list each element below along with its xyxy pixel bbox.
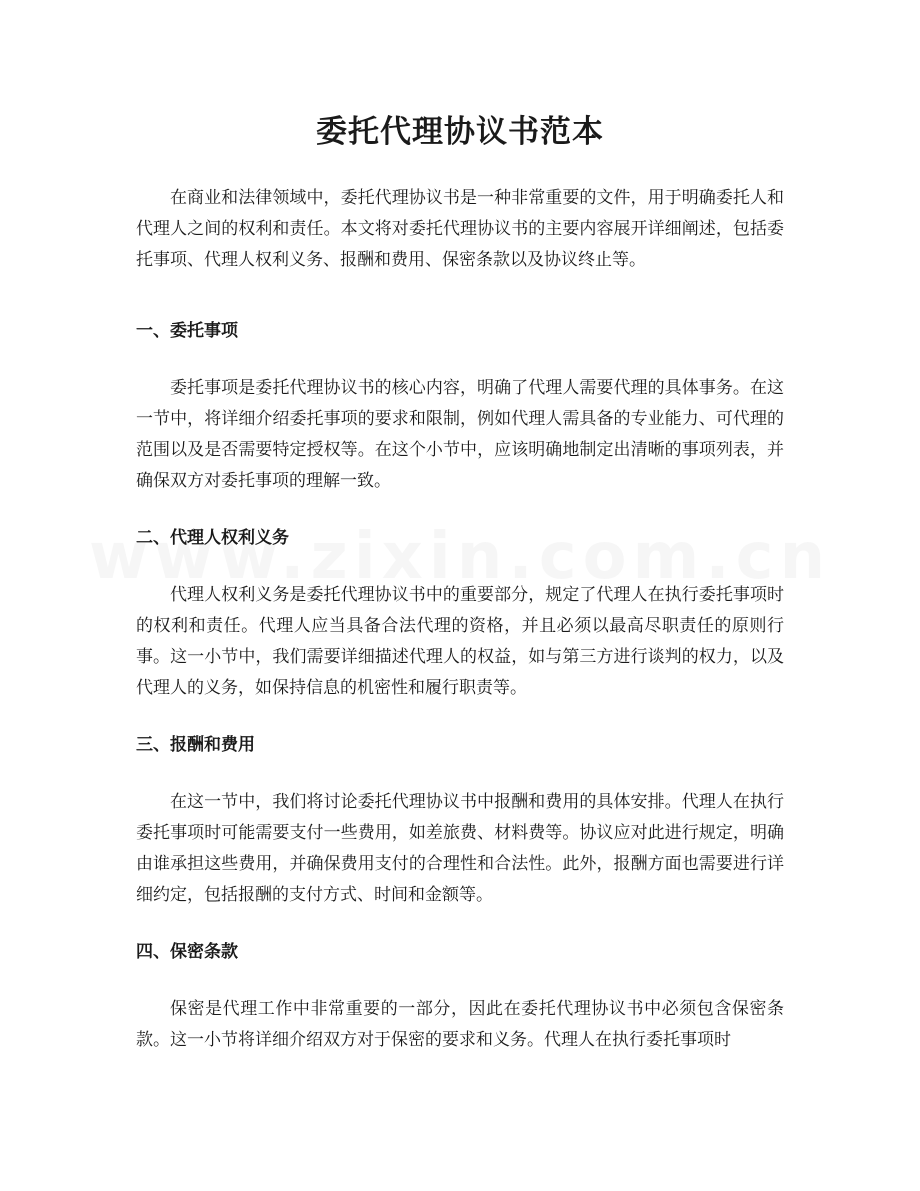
section-body-1: 委托事项是委托代理协议书的核心内容，明确了代理人需要代理的具体事务。在这一节中，将详细介绍委托事项的要求和限制，例如代理人需具备的专业能力、可代理的范围以及是否需要特定授权等。在这个小节中，应该明确地制定出清晰的事项列表，并确保双方对委托事项的理解一致。 [136, 378, 784, 491]
document-page [136, 0, 784, 1056]
section-body-3: 在这一节中，我们将讨论委托代理协议书中报酬和费用的具体安排。代理人在执行委托事项时可能需要支付一些费用，如差旅费、材料费等。协议应对此进行规定，明确由谁承担这些费用，并确保费用支付的合理性和合法性。此外，报酬方面也需要进行详细约定，包括报酬的支付方式、时间和金额等。 [136, 792, 784, 905]
document-title: 委托代理协议书范本 [316, 114, 604, 150]
section-body-2: 代理人权利义务是委托代理协议书中的重要部分，规定了代理人在执行委托事项时的权利和责任。代理人应当具备合法代理的资格，并且必须以最高尽职责任的原则行事。这一小节中，我们需要详细描述代理人的权益，如与第三方进行谈判的权力，以及代理人的义务，如保持信息的机密性和履行职责等。 [136, 585, 784, 698]
section-heading-1: 一、委托事项 [136, 321, 238, 341]
section-heading-3: 三、报酬和费用 [136, 735, 255, 755]
section-heading-4: 四、保密条款 [136, 942, 238, 962]
section-heading-2: 二、代理人权利义务 [136, 528, 289, 548]
intro-paragraph: 在商业和法律领域中，委托代理协议书是一种非常重要的文件，用于明确委托人和代理人之间的权利和责任。本文将对委托代理协议书的主要内容展开详细阐述，包括委托事项、代理人权利义务、报酬和费用、保密条款以及协议终止等。 [136, 188, 784, 270]
section-body-4: 保密是代理工作中非常重要的一部分，因此在委托代理协议书中必须包含保密条款。这一小节将详细介绍双方对于保密的要求和义务。代理人在执行委托事项时 [136, 999, 784, 1050]
